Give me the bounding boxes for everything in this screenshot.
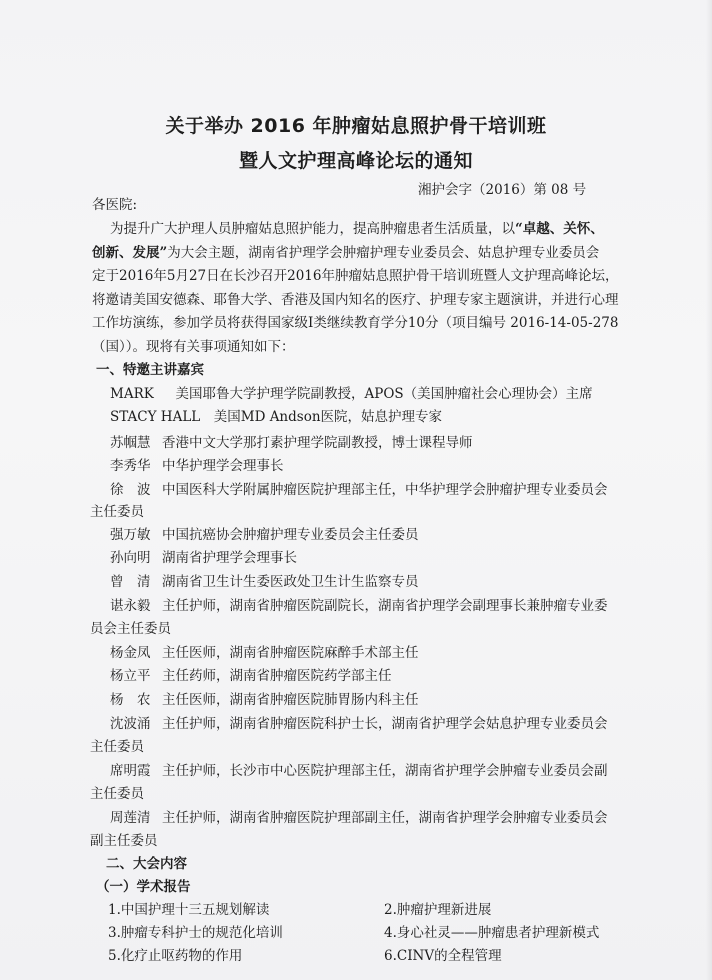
guest-description: 美国耶鲁大学护理学院副教授，APOS（美国肿瘤社会心理协会）主席 — [175, 386, 593, 402]
guest-description: 主任医师，湖南省肿瘤医院肺胃肠内科主任 — [162, 692, 419, 708]
guest-description: 中国医科大学附属肿瘤医院护理部主任，中华护理学会肿瘤护理专业委员会 — [162, 482, 608, 498]
guest-name: 席明霞 — [110, 763, 151, 779]
guest-description: 湖南省卫生计生委医政处卫生计生监察专员 — [162, 574, 419, 590]
guest-description: 主任护师，湖南省肿瘤医院副院长，湖南省护理学会副理事长兼肿瘤专业委 — [162, 598, 608, 614]
guest-entry — [110, 664, 392, 684]
guest-entry — [110, 405, 442, 425]
guest-entry — [110, 546, 297, 566]
guest-description-continued: 主任委员 — [90, 739, 144, 755]
guest-name: 曾 清 — [110, 574, 151, 590]
document-title-line1: 关于举办 2016 年肿瘤姑息照护骨干培训班 — [165, 115, 547, 137]
intro-line — [110, 217, 604, 237]
guest-entry — [110, 478, 608, 498]
guest-name: 杨立平 — [110, 668, 151, 684]
guest-entry — [110, 806, 608, 826]
subsection-heading-reports: （一）学术报告 — [96, 879, 191, 895]
guest-entry — [110, 712, 608, 732]
intro-line: 将邀请美国安德森、耶鲁大学、香港及国内知名的医疗、护理专家主题演讲，并进行心理 — [92, 292, 619, 308]
guest-name: 周莲清 — [110, 810, 151, 826]
guest-description-continued: 员会主任委员 — [90, 621, 171, 637]
section-heading-guests: 一、特邀主讲嘉宾 — [96, 362, 204, 378]
document-title-line2: 暨人文护理高峰论坛的通知 — [238, 150, 473, 172]
guest-name: 杨 农 — [110, 692, 151, 708]
guest-entry — [110, 594, 608, 614]
guest-name: 杨金凤 — [110, 645, 151, 661]
guest-name: STACY HALL — [110, 409, 201, 425]
document-number: 湘护会字（2016）第 08 号 — [418, 182, 587, 198]
guest-description: 美国MD Andson医院，姑息护理专家 — [213, 409, 443, 425]
guest-description: 中国抗癌协会肿瘤护理专业委员会主任委员 — [162, 527, 419, 543]
guest-name: 苏帼慧 — [110, 435, 151, 451]
guest-name: MARK — [110, 386, 154, 402]
guest-description-continued: 主任委员 — [90, 504, 144, 520]
report-item: 6.CINV的全程管理 — [384, 948, 502, 964]
report-item: 1.中国护理十三五规划解读 — [108, 902, 270, 918]
intro-text: 为大会主题，湖南省护理学会肿瘤护理专业委员会、姑息护理专业委员会 — [167, 245, 600, 261]
guest-description: 主任护师，长沙市中心医院护理部主任，湖南省护理学会肿瘤专业委员会副 — [162, 763, 608, 779]
guest-name: 孙向明 — [110, 550, 151, 566]
intro-line: （国））。现将有关事项通知如下： — [92, 339, 295, 355]
guest-description-continued: 副主任委员 — [90, 833, 158, 849]
report-item: 3.肿瘤专科护士的规范化培训 — [108, 925, 283, 941]
guest-entry — [110, 431, 473, 451]
guest-name: 强万敏 — [110, 527, 151, 543]
guest-entry — [110, 454, 284, 474]
report-item: 2.肿瘤护理新进展 — [384, 902, 492, 918]
guest-name: 谌永毅 — [110, 598, 151, 614]
guest-description: 主任医师，湖南省肿瘤医院麻醉手术部主任 — [162, 645, 419, 661]
guest-description: 主任护师，湖南省肿瘤医院科护士长，湖南省护理学会姑息护理专业委员会 — [162, 716, 608, 732]
guest-description: 中华护理学会理事长 — [162, 458, 284, 474]
intro-line: 定于2016年5月27日在长沙召开2016年肿瘤姑息照护骨干培训班暨人文护理高峰论坛， — [92, 268, 619, 284]
guest-description: 主任药师，湖南省肿瘤医院药学部主任 — [162, 668, 392, 684]
intro-line — [92, 241, 599, 261]
guest-entry — [110, 570, 419, 590]
guest-description-continued: 主任委员 — [90, 786, 144, 802]
theme-text: 创新、发展” — [92, 245, 168, 261]
intro-line: 工作坊演练，参加学员将获得国家级Ⅰ类继续教育学分10分（项目编号 2016-14-05-278 — [92, 315, 619, 331]
guest-description: 香港中文大学那打素护理学院副教授，博士课程导师 — [162, 435, 473, 451]
page-edge-shadow — [706, 0, 712, 980]
guest-entry — [110, 523, 419, 543]
guest-entry — [110, 688, 419, 708]
guest-name: 李秀华 — [110, 458, 151, 474]
theme-text: “卓越、关怀、 — [515, 221, 604, 237]
guest-name: 沈波涌 — [110, 716, 151, 732]
section-heading-content: 二、大会内容 — [106, 856, 187, 872]
report-item: 4.身心社灵——肿瘤患者护理新模式 — [384, 925, 600, 941]
guest-entry — [110, 641, 419, 661]
report-item: 5.化疗止呕药物的作用 — [108, 948, 243, 964]
salutation: 各医院: — [92, 197, 138, 213]
guest-name: 徐 波 — [110, 482, 151, 498]
guest-entry — [110, 382, 593, 402]
guest-description: 主任护师，湖南省肿瘤医院护理部副主任，湖南省护理学会肿瘤专业委员会 — [162, 810, 608, 826]
intro-text: 为提升广大护理人员肿瘤姑息照护能力，提高肿瘤患者生活质量，以 — [110, 221, 515, 237]
guest-entry — [110, 759, 608, 779]
guest-description: 湖南省护理学会理事长 — [162, 550, 297, 566]
